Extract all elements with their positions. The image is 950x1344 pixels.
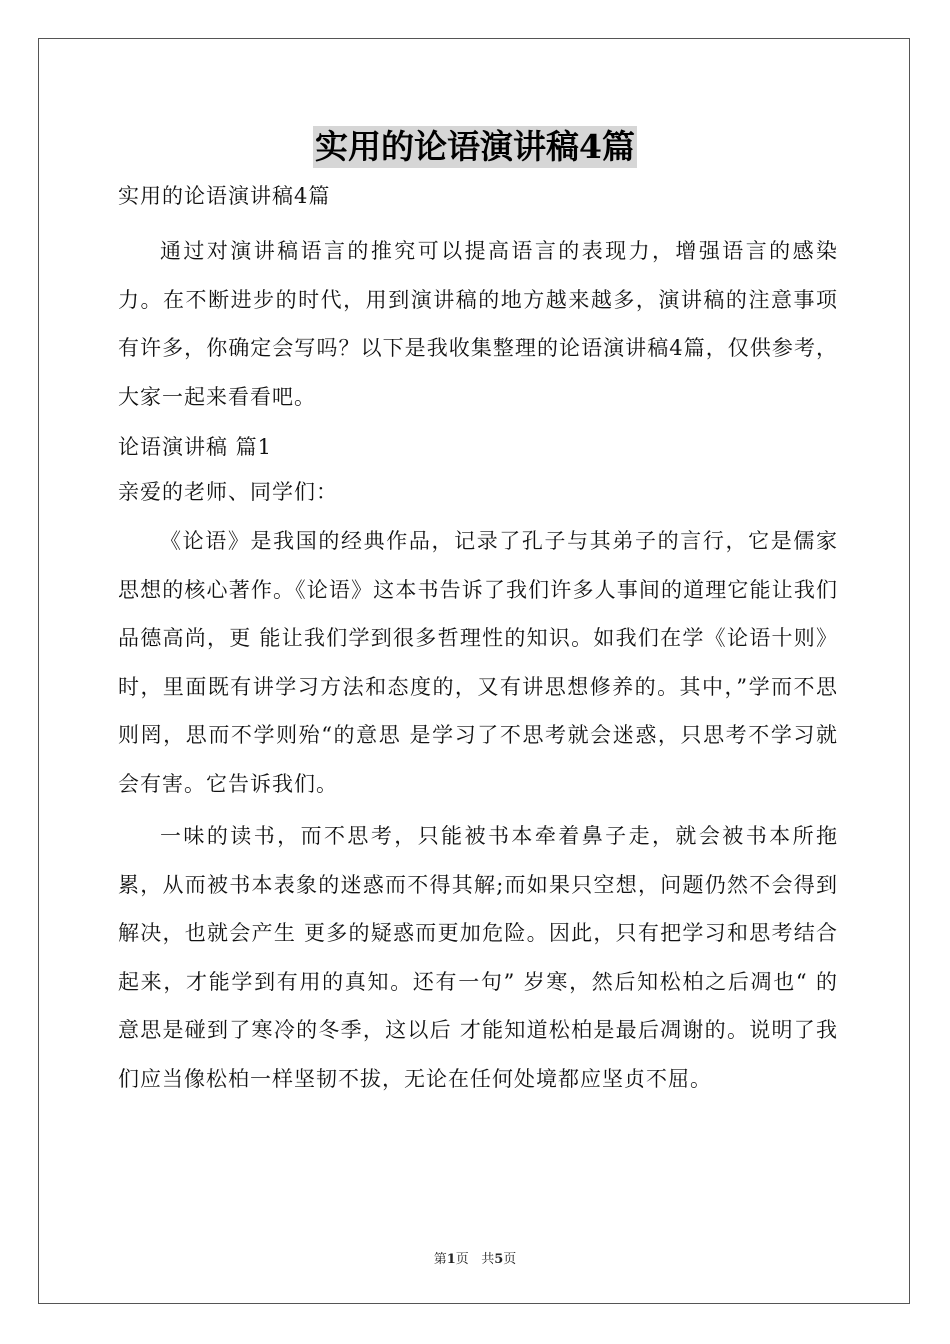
body-paragraph-2: 一味的读书，而不思考，只能被书本牵着鼻子走，就会被书本所拖累，从而被书本表象的迷惑而不得其解;而如果只空想，问题仍然不会得到解决，也就会产生 更多的疑惑而更加危险。因此，只有把学习和思考结合起来，才能学到有用的真知。还有一句” 岁寒，然后知松柏之后凋也“ 的意思是碰到了寒冷的冬季，这以后 才能知道松柏是最后凋谢的。说明了我们应当像松柏一样坚韧不拔，无论在任何处境都应坚贞不屈。 [118, 824, 838, 1091]
body-paragraph-1: 《论语》是我国的经典作品，记录了孔子与其弟子的言行，它是儒家思想的核心著作。《论语》这本书告诉了我们许多人事间的道理它能让我们品德高尚，更 能让我们学到很多哲理性的知识。如我们在学《论语十则》时，里面既有讲学习方法和态度的，又有讲思想修养的。其中，”学而不思则罔，思而不学则殆“的意思 是学习了不思考就会迷惑，只思考不学习就会有害。它告诉我们。 [118, 529, 838, 796]
total-unit: 页 [503, 1252, 517, 1267]
total-prefix: 共 [481, 1252, 495, 1267]
document-body [118, 174, 838, 1103]
total-pages: 5 [494, 1252, 504, 1267]
greeting: 亲爱的老师、同学们： [118, 480, 338, 504]
subtitle: 实用的论语演讲稿4篇 [118, 184, 331, 208]
intro-paragraph: 通过对演讲稿语言的推究可以提高语言的表现力，增强语言的感染力。在不断进步的时代，用到演讲稿的地方越来越多，演讲稿的注意事项有许多，你确定会写吗？以下是我收集整理的论语演讲稿4篇，仅供参考，大家一起来看看吧。 [118, 239, 838, 409]
section-heading: 论语演讲稿 篇1 [118, 435, 273, 459]
page-footer [0, 1248, 950, 1267]
page-title: 实用的论语演讲稿4篇 [315, 127, 635, 166]
page-number: 1 [446, 1252, 456, 1267]
page-prefix: 第 [433, 1252, 447, 1267]
title-wrap [0, 126, 950, 168]
page-unit: 页 [455, 1252, 469, 1267]
